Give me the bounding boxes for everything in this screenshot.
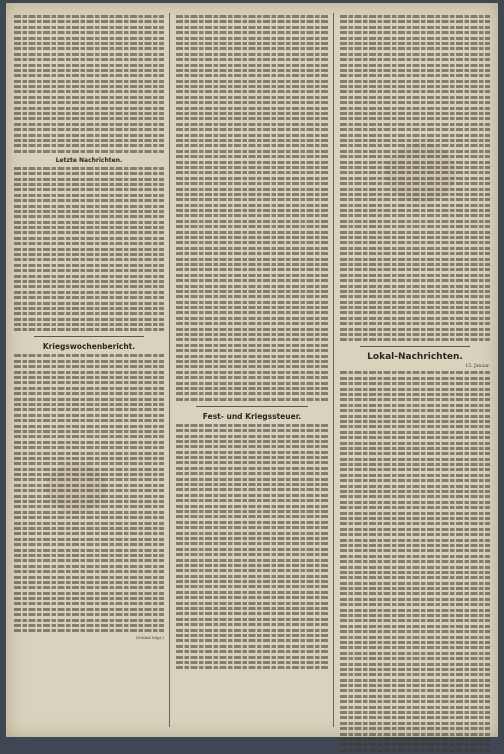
body-text xyxy=(340,15,490,341)
separator-line xyxy=(360,346,470,347)
section-heading: Lokal-Nachrichten. xyxy=(367,352,463,363)
column-middle xyxy=(176,15,328,672)
continuation-note: (Schluß folgt.) xyxy=(135,634,164,640)
body-text xyxy=(176,15,328,401)
dateline: 15. Januar. xyxy=(465,364,490,370)
separator-line xyxy=(34,336,144,337)
section-heading: Letzte Nachrichten. xyxy=(55,156,123,164)
body-text xyxy=(14,167,164,332)
body-text xyxy=(340,371,490,751)
body-text xyxy=(14,354,164,632)
section-heading: Kriegswochenbericht. xyxy=(42,342,136,352)
body-text xyxy=(14,15,164,153)
column-left xyxy=(14,15,164,640)
section-heading: Fest- und Kriegssteuer. xyxy=(202,411,302,421)
column-right xyxy=(340,15,490,754)
separator-line xyxy=(196,406,308,407)
column-rule xyxy=(333,13,334,727)
newspaper-page xyxy=(6,3,498,737)
body-text xyxy=(176,424,328,670)
column-rule xyxy=(169,13,170,727)
